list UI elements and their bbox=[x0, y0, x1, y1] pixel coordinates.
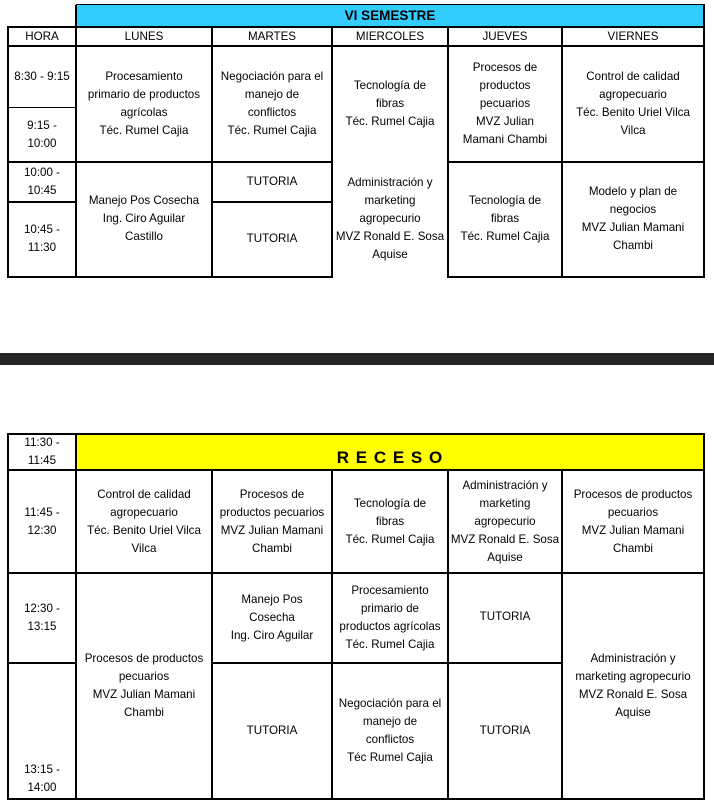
grid-line bbox=[703, 5, 705, 278]
hour-cell: 13:15 - 14:00 bbox=[23, 763, 61, 794]
grid-line bbox=[212, 201, 332, 203]
class-cell-martes: Negociación para el manejo de conflictos Téc. Rumel Cajia bbox=[220, 70, 324, 137]
class-cell-lunes: Procesos de productos pecuarios MVZ Julian Mamani Chambi bbox=[84, 652, 204, 719]
grid-line bbox=[8, 107, 76, 108]
class-cell-miercoles: Tecnología de fibras Téc. Rumel Cajia bbox=[345, 79, 435, 128]
grid-line bbox=[8, 161, 332, 163]
grid-line bbox=[7, 26, 9, 278]
hour-cell: 10:45 - 11:30 bbox=[23, 223, 61, 254]
grid-line bbox=[212, 662, 562, 664]
grid-line bbox=[8, 26, 705, 28]
grid-line bbox=[561, 469, 563, 800]
grid-line bbox=[561, 26, 563, 278]
tutoria-cell: TUTORIA bbox=[479, 610, 531, 623]
header-viernes: VIERNES bbox=[607, 29, 659, 43]
tutoria-cell: TUTORIA bbox=[246, 724, 298, 737]
class-cell-jueves: Administración y marketing agropecurio MVZ Ronald E. Sosa Aquise bbox=[450, 478, 560, 564]
class-cell-jueves: Tecnología de fibras Téc. Rumel Cajia bbox=[460, 194, 550, 243]
grid-line bbox=[8, 45, 705, 47]
class-cell-miercoles: Tecnología de fibras Téc. Rumel Cajia bbox=[345, 496, 435, 546]
class-cell-viernes: Administración y marketing agropecurio MVZ Ronald E. Sosa Aquise bbox=[575, 652, 691, 719]
grid-line bbox=[8, 662, 76, 664]
grid-line bbox=[448, 161, 705, 163]
class-cell-martes: Procesos de productos pecuarios MVZ Julian Mamani Chambi bbox=[219, 487, 325, 555]
header-miercoles: MIERCOLES bbox=[355, 29, 425, 43]
hour-cell: 9:15 - 10:00 bbox=[27, 119, 57, 150]
grid-line bbox=[8, 572, 705, 574]
tutoria-cell: TUTORIA bbox=[246, 232, 298, 245]
grid-line bbox=[447, 469, 449, 800]
class-cell-miercoles: Procesamiento primario de productos agrícolas Téc. Rumel Cajia bbox=[339, 584, 441, 651]
grid-line bbox=[76, 4, 705, 5]
grid-line bbox=[331, 469, 333, 800]
class-cell-jueves: Procesos de productos pecuarios MVZ Julian Mamani Chambi bbox=[462, 61, 548, 146]
header-hora: HORA bbox=[25, 29, 59, 43]
grid-line bbox=[7, 433, 9, 800]
hour-cell: 12:30 - 13:15 bbox=[23, 602, 61, 633]
tutoria-cell: TUTORIA bbox=[246, 175, 298, 188]
grid-line bbox=[8, 276, 333, 278]
header-jueves: JUEVES bbox=[482, 29, 528, 43]
hour-cell: 8:30 - 9:15 bbox=[14, 70, 70, 83]
class-cell-viernes: Control de calidad agropecuario Téc. Benito Uriel Vilca Vilca bbox=[576, 70, 690, 137]
class-cell-martes: Manejo Pos Cosecha Ing. Ciro Aguilar bbox=[230, 593, 314, 642]
hour-cell: 10:00 - 10:45 bbox=[23, 166, 61, 197]
grid-line bbox=[211, 26, 213, 278]
grid-line bbox=[448, 276, 705, 278]
header-martes: MARTES bbox=[247, 29, 297, 43]
semester-title: VI SEMESTRE bbox=[344, 8, 436, 23]
class-cell-viernes: Procesos de productos pecuarios MVZ Julian Mamani Chambi bbox=[573, 487, 693, 555]
recess-label: R E C E S O bbox=[336, 448, 444, 467]
grid-line bbox=[8, 798, 705, 800]
class-cell-lunes: Control de calidad agropecuario Téc. Benito Uriel Vilca Vilca bbox=[87, 487, 201, 555]
grid-line bbox=[447, 26, 449, 278]
grid-line bbox=[75, 433, 77, 800]
header-lunes: LUNES bbox=[124, 29, 164, 43]
class-cell-miercoles: Administración y marketing agropecurio MVZ Ronald E. Sosa Aquise bbox=[335, 176, 445, 261]
grid-line bbox=[211, 469, 213, 800]
grid-line bbox=[703, 433, 705, 800]
grid-line bbox=[75, 5, 77, 278]
grid-line bbox=[331, 26, 333, 278]
page-divider bbox=[0, 353, 714, 365]
class-cell-miercoles: Negociación para el manejo de conflictos Téc Rumel Cajia bbox=[338, 697, 442, 764]
grid-line bbox=[8, 433, 705, 435]
class-cell-lunes: Manejo Pos Cosecha Ing. Ciro Aguilar Castillo bbox=[88, 194, 200, 243]
tutoria-cell: TUTORIA bbox=[479, 724, 531, 737]
hour-cell: 11:30 - 11:45 bbox=[24, 436, 60, 467]
class-cell-lunes: Procesamiento primario de productos agrícolas Téc. Rumel Cajia bbox=[87, 70, 201, 137]
class-cell-viernes: Modelo y plan de negocios MVZ Julian Mamani Chambi bbox=[581, 185, 685, 252]
hour-cell: 11:45 - 12:30 bbox=[24, 505, 60, 537]
grid-line bbox=[8, 201, 76, 203]
grid-line bbox=[8, 469, 705, 471]
